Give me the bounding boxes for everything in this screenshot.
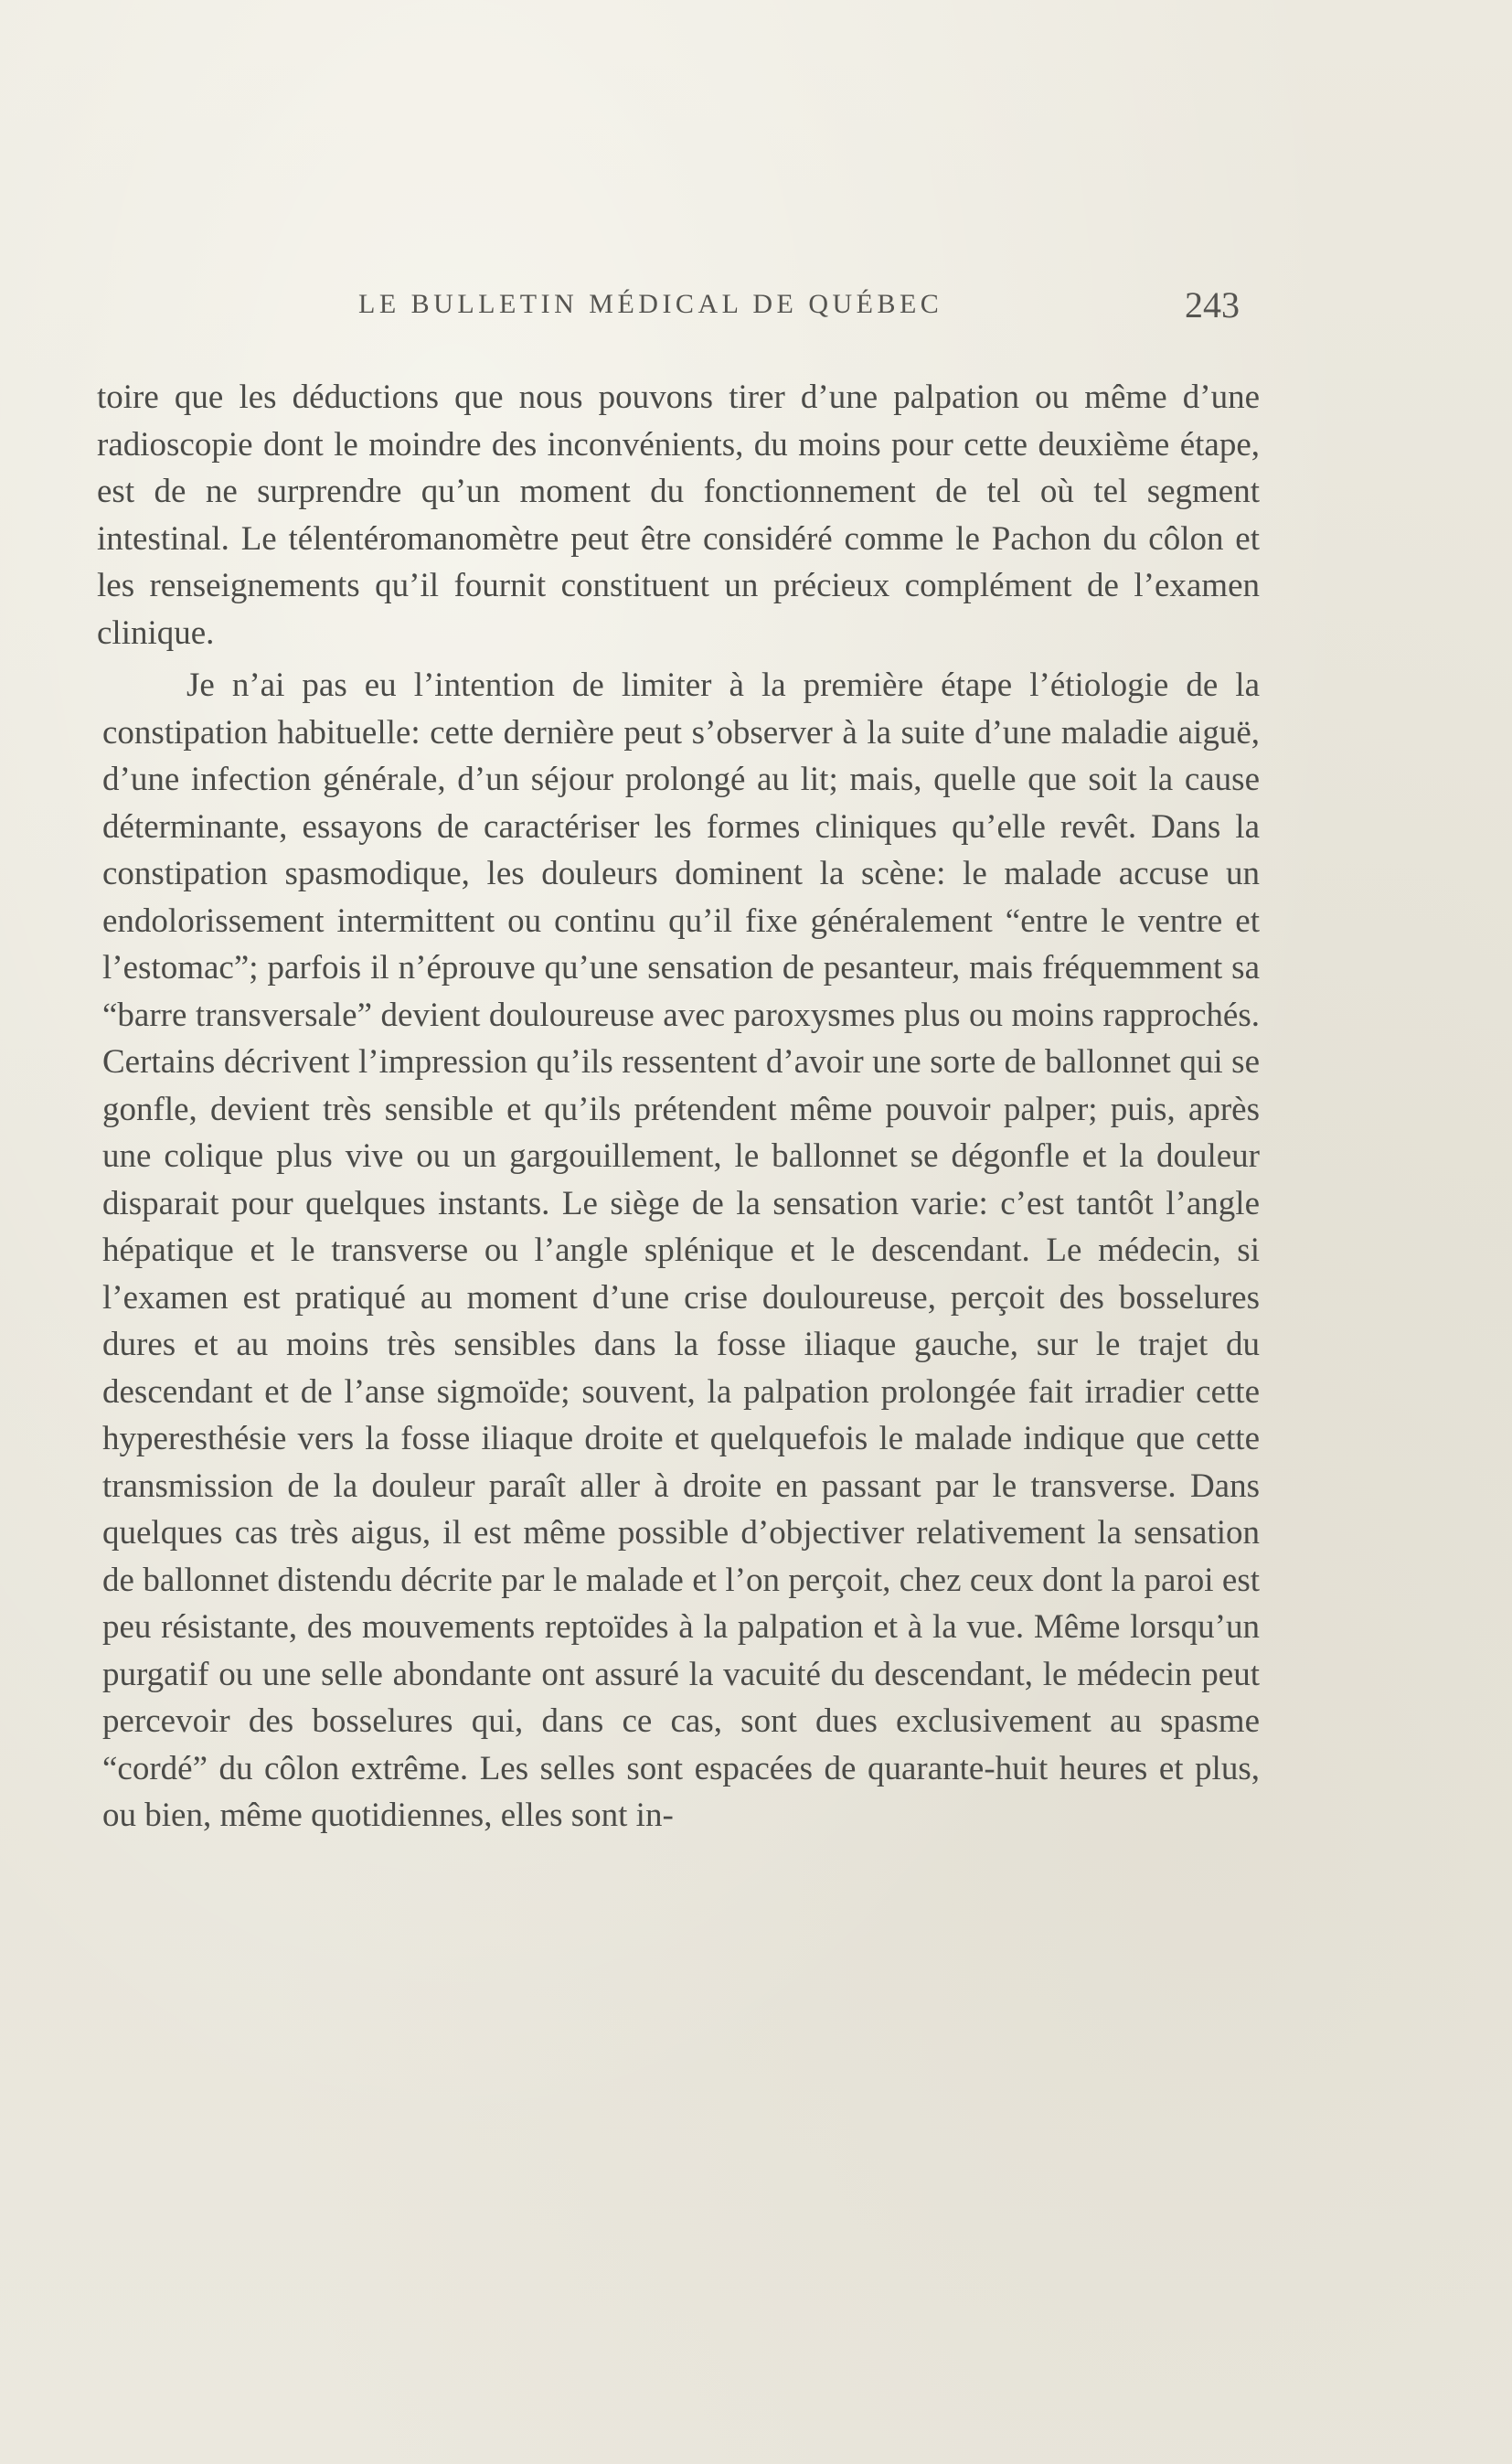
paragraph: toire que les déductions que nous pouvons tirer d’une palpation ou même d’une radioscopie dont le moindre des inconvénients, du moins pour cette deuxième étape, est de ne surprendre qu’un moment du fonctionnement de tel où tel segment intestinal. Le télentéromanomètre peut être considéré comme le Pachon du côlon et les renseignements qu’il fournit constituent un précieux complément de l’examen clinique. xyxy=(97,379,1260,652)
page-number: 243 xyxy=(1185,284,1240,325)
running-head: LE BULLETIN MÉDICAL DE QUÉBEC xyxy=(358,289,943,319)
paragraph: Je n’ai pas eu l’intention de limiter à la première étape l’étiologie de la constipation habituelle: cette dernière peut s’observer à la suite d’une maladie aiguë, d’une infection générale, d’un séjour prolongé au lit; mais, quelle que soit la cause déterminante, essayons de caractériser les formes cliniques qu’elle revêt. Dans la constipation spasmodique, les douleurs dominent la scène: le malade accuse un endolorissement intermittent ou continu qu’il fixe généralement “entre le ventre et l’estomac”; parfois il n’éprouve qu’une sensation de pesanteur, mais fréquemment sa “barre transversale” devient douloureuse avec paroxysmes plus ou moins rapprochés. Certains décrivent l’impression qu’ils ressentent d’avoir une sorte de ballonnet qui se gonfle, devient très sensible et qu’ils prétendent même pouvoir palper; puis, après une colique plus vive ou un gargouillement, le ballonnet se dégonfle et la douleur disparait pour quelques instants. Le siège de la sensation varie: c’est tantôt l’angle hépatique et le transverse ou l’angle splénique et le descendant. Le médecin, si l’examen est pratiqué au moment d’une crise douloureuse, perçoit des bosselures dures et au moins très sensibles dans la fosse iliaque gauche, sur le trajet du descendant et de l’anse sigmoïde; souvent, la palpation prolongée fait irradier cette hyperesthésie vers la fosse iliaque droite et quelquefois le malade indique que cette transmission de la douleur paraît aller à droite en passant par le transverse. Dans quelques cas très aigus, il est même possible d’objectiver relativement la sensation de ballonnet distendu décrite par le malade et l’on perçoit, chez ceux dont la paroi est peu résistante, des mouvements reptoïdes à la palpation et à la vue. Même lorsqu’un purgatif ou une selle abondante ont assuré la vacuité du descendant, le médecin peut percevoir des bosselures qui, dans ce cas, sont dues exclusivement au spasme “cordé” du côlon extrême. Les selles sont espacées de quarante-huit heures et plus, ou bien, même quotidiennes, elles sont in- xyxy=(102,667,1260,1834)
page-header xyxy=(358,283,1245,329)
body-text xyxy=(97,374,1260,1840)
